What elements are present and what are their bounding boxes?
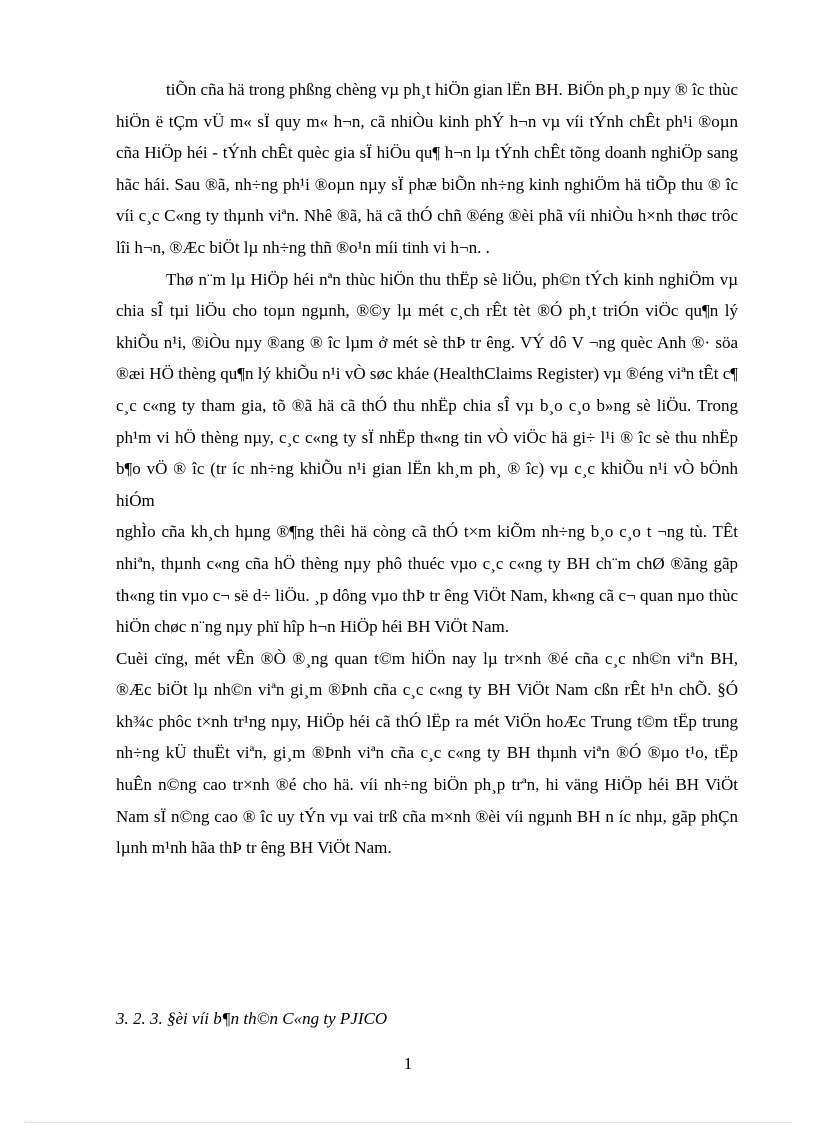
paragraph-1: tiÕn cña hä trong phßng chèng vµ ph¸t hiÖn gian lËn BH. BiÖn ph¸p nµy ® îc thùc hiÖn ë tÇm vÜ m« sÏ quy m« h¬n, cã nhiÒu kinh phÝ h¬n vµ víi tÝnh chÊt ph¹i ®oµn cña HiÖp héi - tÝnh chÊt quèc gia sÏ hiÖu qu¶ h¬n lµ tÝnh chÊt tõng doanh nghiÖp sang hãc hái. Sau ®ã, nh÷ng ph¹i ®oµn nµy sÏ phæ biÕn nh÷ng kinh nghiÖm hä tiÕp thu ® îc víi c¸c C«ng ty thµnh viªn. Nhê ®ã, hä cã thÓ chñ ®éng ®èi phã víi nhiÒu h×nh thøc trôc lîi h¬n, ®Æc biÖt lµ nh÷ng thñ ®o¹n míi tinh vi h¬n. . bbox=[116, 80, 738, 257]
paragraph-4: Cuèi cïng, mét vÊn ®Ò ®¸ng quan t©m hiÖn nay lµ tr×nh ®é cña c¸c nh©n viªn BH, ®Æc biÖt lµ nh©n viªn gi¸m ®Þnh cña c¸c c«ng ty BH ViÖt Nam cßn rÊt h¹n chÕ. §Ó kh¾c phôc t×nh tr¹ng nµy, HiÖp héi cã thÓ lËp ra mét ViÖn hoÆc Trung t©m tËp trung nh÷ng kÜ thuËt viªn, gi¸m ®Þnh viªn cña c¸c c«ng ty BH thµnh viªn ®Ó ®µo t¹o, tËp huÊn n©ng cao tr×nh ®é cho hä. víi nh÷ng biÖn ph¸p trªn, hi väng HiÖp héi BH ViÖt Nam sÏ n©ng cao ® îc uy tÝn vµ vai trß cña m×nh ®èi víi ngµnh BH n íc nhµ, gãp phÇn lµnh m¹nh hãa thÞ tr êng BH ViÖt Nam. bbox=[116, 648, 738, 858]
paragraph-3: nghÌo cña kh¸ch hµng ®¶ng thêi hä còng cã thÓ t×m kiÕm nh÷ng b¸o c¸o t ¬ng tù. TÊt nhiªn, thµnh c«ng cña hÖ thèng nµy phô thuéc vµo c¸c c«ng ty BH ch¨m chØ ®ãng gãp th«ng tin vµo c¬ së d÷ liÖu. ¸p dông vµo thÞ tr êng ViÖt Nam, kh«ng cã c¬ quan nµo thùc hiÖn chøc n¨ng nµy phï hîp h¬n HiÖp héi BH ViÖt Nam. bbox=[116, 522, 738, 637]
body-text bbox=[116, 74, 738, 864]
section-heading: 3. 2. 3. §èi víi b¶n th©n C«ng ty PJICO bbox=[116, 1009, 388, 1028]
page-number: 1 bbox=[403, 1054, 413, 1073]
paragraph-2: Thø n¨m lµ HiÖp héi nªn thùc hiÖn thu thËp sè liÖu, ph©n tÝch kinh nghiÖm vµ chia sÎ tµi liÖu cho toµn ngµnh, ®©y lµ mét c¸ch rÊt tèt ®Ó ph¸t triÓn viÖc qu¶n lý khiÕu n¹i, ®iÒu nµy ®ang ® îc lµm ở mét sè thÞ tr êng. VÝ dô V ¬ng quèc Anh ®· söa ®æi HÖ thèng qu¶n lý khiÕu n¹i vÒ søc kháe (HealthClaims Register) vµ ®éng viªn tÊt c¶ c¸c c«ng ty tham gia, tõ ®ã hä cã thÓ thu nhËp chia sÎ vµ b¸o c¸o b»ng sè liÖu. Trong ph¹m vi hÖ thèng nµy, c¸c c«ng ty sÏ nhËp th«ng tin vÒ viÖc hä gi÷ l¹i ® îc sè thu nhËp b¶o vÖ ® îc (tr íc nh÷ng khiÕu n¹i gian lËn kh¸m ph¸ ® îc) vµ c¸c khiÕu n¹i vÒ bÖnh hiÓm bbox=[116, 269, 738, 510]
